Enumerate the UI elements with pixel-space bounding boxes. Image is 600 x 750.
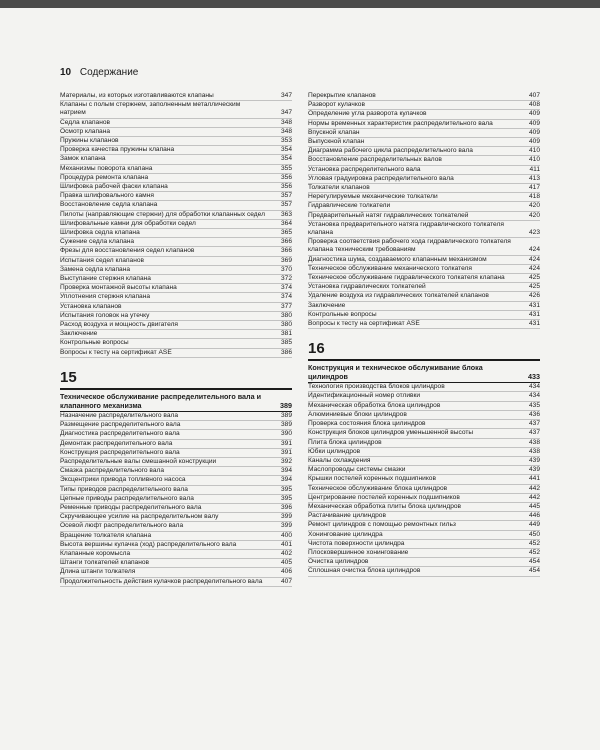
toc-entry-title: Типы приводов распределительного вала — [60, 485, 188, 493]
toc-entry-page: 401 — [280, 540, 292, 548]
toc-entry-page: 353 — [280, 137, 292, 145]
chapter-page: 433 — [528, 372, 540, 382]
toc-entry-page: 410 — [528, 147, 540, 155]
toc-entry — [60, 578, 292, 587]
chapter-16 — [308, 341, 540, 576]
toc-entry — [60, 101, 292, 118]
toc-entry-page: 354 — [280, 155, 292, 163]
toc-entry — [308, 521, 540, 530]
toc-entry — [60, 541, 292, 550]
toc-entry — [60, 137, 292, 146]
toc-entry-page: 400 — [280, 531, 292, 539]
toc-entry — [308, 448, 540, 457]
toc-entry-page: 394 — [280, 476, 292, 484]
toc-entry-page: 390 — [280, 430, 292, 438]
toc-entry — [308, 92, 540, 101]
toc-entry — [60, 559, 292, 568]
toc-entry-title: Угловая градуировка распределительного вала — [308, 174, 454, 182]
chapter-title-row — [308, 361, 540, 383]
toc-entry — [60, 220, 292, 229]
toc-entry-page: 409 — [528, 138, 540, 146]
toc-entry-page: 431 — [528, 301, 540, 309]
toc-entry-page: 399 — [280, 522, 292, 530]
toc-entry-page: 380 — [280, 311, 292, 319]
toc-entry-page: 355 — [280, 164, 292, 172]
toc-entry-title: Седла клапанов — [60, 118, 111, 126]
toc-entry-page: 391 — [280, 439, 292, 447]
toc-entry-page: 365 — [280, 229, 292, 237]
toc-entry-page: 409 — [528, 119, 540, 127]
toc-entry-title: Идентификационный номер отливки — [308, 392, 421, 400]
toc-entry — [60, 412, 292, 421]
toc-entry — [308, 512, 540, 521]
chapter-15-list — [60, 412, 292, 587]
page-title: Содержание — [79, 67, 139, 78]
toc-entry — [308, 110, 540, 119]
toc-entry-title: Нерегулируемые механические толкатели — [308, 193, 438, 201]
toc-entry — [308, 184, 540, 193]
toc-entry-title: Растачивание цилиндров — [308, 512, 386, 520]
toc-entry-title: Распределительные валы смешанной конструкции — [60, 457, 217, 465]
toc-entry-page: 395 — [280, 485, 292, 493]
toc-entry — [60, 349, 292, 358]
toc-entry-page: 389 — [280, 411, 292, 419]
toc-entry — [308, 392, 540, 401]
toc-entry — [308, 311, 540, 320]
toc-entry-title: Вопросы к тесту на сертификат ASE — [60, 348, 172, 356]
chapter-title-row — [60, 390, 292, 412]
toc-entry-title: Диагностика шума, создаваемого клапанным механизмом — [308, 255, 487, 263]
toc-entry-title: Фрезы для восстановления седел клапанов — [60, 247, 195, 255]
toc-entry — [60, 155, 292, 164]
toc-entry — [60, 504, 292, 513]
toc-entry-page: 438 — [528, 447, 540, 455]
toc-entry-title: Замок клапана — [60, 155, 106, 163]
toc-entry-page: 442 — [528, 484, 540, 492]
toc-entry — [60, 284, 292, 293]
toc-entry — [60, 238, 292, 247]
toc-entry — [308, 420, 540, 429]
toc-entry — [308, 567, 540, 576]
toc-entry — [60, 513, 292, 522]
toc-entry-page: 423 — [528, 229, 540, 237]
toc-entry — [308, 265, 540, 274]
toc-entry-title: Вопросы к тесту на сертификат ASE — [308, 320, 420, 328]
toc-entry-page: 347 — [280, 92, 292, 99]
toc-entry — [308, 475, 540, 484]
toc-entry-page: 446 — [528, 512, 540, 520]
toc-entry-page: 347 — [280, 109, 292, 117]
toc-entry-page: 366 — [280, 238, 292, 246]
toc-entry-page: 434 — [528, 392, 540, 400]
toc-entry-title: Контрольные вопросы — [308, 310, 377, 318]
toc-entry-page: 395 — [280, 494, 292, 502]
toc-entry-title: Замена седла клапана — [60, 265, 131, 273]
toc-entry-title: Установка распределительного вала — [308, 165, 421, 173]
toc-entry-title: Техническое обслуживание механического толкателя — [308, 264, 472, 272]
toc-entry — [60, 550, 292, 559]
toc-entry-title: Продолжительность действия кулачков распределительного вала — [60, 577, 263, 585]
toc-entry-title: Техническое обслуживание гидравлического толкателя клапана — [308, 274, 505, 282]
toc-entry-page: 424 — [528, 255, 540, 263]
toc-entry-title: Техническое обслуживание блока цилиндров — [308, 484, 448, 492]
toc-entry-page: 436 — [528, 410, 540, 418]
toc-entry — [60, 330, 292, 339]
toc-entry-title: Диагностика распределительного вала — [60, 430, 180, 438]
toc-entry-title: Конструкция распределительного вала — [60, 448, 180, 456]
toc-entry-page: 374 — [280, 293, 292, 301]
toc-entry-title: Нормы временных характеристик распределительного вала — [308, 119, 493, 127]
toc-entry-page: 369 — [280, 256, 292, 264]
chapter-number: 15 — [60, 370, 292, 390]
toc-entry-title: Клапаны с полым стержнем, заполненным металлическим натрием — [60, 101, 241, 117]
toc-entry-title: Крышки постелей коренных подшипников — [308, 475, 436, 483]
toc-entry-title: Плита блока цилиндров — [308, 438, 382, 446]
toc-entry-title: Юбки цилиндров — [308, 447, 361, 455]
toc-entry — [308, 558, 540, 567]
toc-entry-title: Установка предварительного натяга гидравлического толкателя клапана — [308, 220, 504, 237]
toc-entry-title: Испытания головок на утечку — [60, 311, 150, 319]
left-column — [60, 92, 292, 587]
toc-entry-page: 454 — [528, 567, 540, 575]
toc-entry — [308, 120, 540, 129]
toc-entry — [308, 129, 540, 138]
toc-entry — [60, 174, 292, 183]
toc-entry-page: 441 — [528, 475, 540, 483]
toc-entry-page: 420 — [528, 211, 540, 219]
toc-entry-title: Шлифовка седла клапана — [60, 229, 140, 237]
toc-entry — [60, 128, 292, 137]
toc-entry — [60, 440, 292, 449]
toc-entry — [60, 119, 292, 128]
toc-entry-title: Ремонт цилиндров с помощью ремонтных гильз — [308, 521, 456, 529]
toc-entry-page: 394 — [280, 467, 292, 475]
toc-entry-title: Восстановление седла клапана — [60, 201, 158, 209]
top-bar — [0, 0, 600, 8]
toc-entry-page: 366 — [280, 247, 292, 255]
toc-entry-title: Механическая обработка блока цилиндров — [308, 401, 441, 409]
toc-entry-title: Демонтаж распределительного вала — [60, 439, 173, 447]
toc-entry — [60, 495, 292, 504]
toc-entry-page: 410 — [528, 156, 540, 164]
toc-entry-page: 402 — [280, 549, 292, 557]
toc-entry — [60, 165, 292, 174]
chapter-number: 16 — [308, 341, 540, 361]
toc-entry-title: Размещение распределительного вала — [60, 421, 181, 429]
toc-entry — [60, 266, 292, 275]
left-top-list — [60, 92, 292, 358]
toc-entry-page: 450 — [528, 530, 540, 538]
toc-entry-title: Проверка качества пружины клапана — [60, 146, 175, 154]
toc-entry — [308, 320, 540, 329]
toc-entry-page: 449 — [528, 521, 540, 529]
toc-entry-title: Правка шлифовального камня — [60, 192, 154, 200]
toc-entry-page: 407 — [280, 577, 292, 585]
toc-entry-title: Пилоты (направляющие стержни) для обработки клапанных седел — [60, 210, 265, 218]
toc-entry-title: Удаление воздуха из гидравлических толкателей клапанов — [308, 292, 489, 300]
toc-entry-page: 408 — [528, 101, 540, 109]
toc-entry-title: Контрольные вопросы — [60, 339, 129, 347]
toc-entry — [60, 458, 292, 467]
toc-entry — [60, 229, 292, 238]
toc-entry — [60, 568, 292, 577]
toc-entry-title: Проверка состояния блока цилиндров — [308, 420, 426, 428]
chapter-title: Конструкция и техническое обслуживание блока цилиндров — [308, 363, 483, 382]
toc-entry-title: Высота вершины кулачка (ход) распределительного вала — [60, 540, 237, 548]
toc-entry-page: 437 — [528, 429, 540, 437]
toc-entry — [308, 503, 540, 512]
toc-entry-page: 431 — [528, 320, 540, 328]
toc-entry-title: Эксцентрики привода топливного насоса — [60, 476, 186, 484]
toc-entry-title: Расход воздуха и мощность двигателя — [60, 321, 178, 329]
toc-entry-page: 356 — [280, 173, 292, 181]
toc-entry — [308, 166, 540, 175]
toc-entry-title: Конструкция блоков цилиндров уменьшенной высоты — [308, 429, 474, 437]
toc-entry — [308, 147, 540, 156]
toc-entry-title: Штанги толкателей клапанов — [60, 559, 150, 567]
toc-entry-page: 417 — [528, 184, 540, 192]
toc-entry — [60, 467, 292, 476]
toc-entry-page: 439 — [528, 456, 540, 464]
toc-entry-title: Проверка монтажной высоты клапана — [60, 284, 177, 292]
toc-entry-title: Каналы охлаждения — [308, 456, 371, 464]
toc-entry-page: 392 — [280, 457, 292, 465]
toc-entry-page: 357 — [280, 192, 292, 200]
toc-entry-page: 385 — [280, 339, 292, 347]
toc-entry-page: 439 — [528, 466, 540, 474]
toc-entry-title: Назначение распределительного вала — [60, 411, 179, 419]
toc-entry-title: Чистота поверхности цилиндра — [308, 539, 405, 547]
toc-entry-page: 389 — [280, 421, 292, 429]
toc-entry-title: Клапанные коромысла — [60, 549, 131, 557]
toc-entry-title: Материалы, из которых изготавливаются клапаны — [60, 92, 214, 99]
toc-entry — [308, 274, 540, 283]
chapter-title: Техническое обслуживание распределительного вала и клапанного механизма — [60, 391, 262, 410]
toc-entry — [60, 321, 292, 330]
toc-entry-page: 381 — [280, 330, 292, 338]
toc-entry — [308, 549, 540, 558]
toc-entry-title: Шлифовка рабочей фаски клапана — [60, 183, 168, 191]
toc-entry — [308, 193, 540, 202]
toc-entry-page: 431 — [528, 310, 540, 318]
toc-entry-page: 438 — [528, 438, 540, 446]
toc-entry — [308, 531, 540, 540]
toc-entry-title: Испытания седел клапанов — [60, 256, 145, 264]
toc-entry-title: Шлифовальные камни для обработки седел — [60, 219, 196, 227]
toc-entry-page: 409 — [528, 128, 540, 136]
toc-entry-page: 420 — [528, 202, 540, 210]
toc-entry-page: 356 — [280, 183, 292, 191]
toc-entry — [60, 421, 292, 430]
toc-entry — [308, 221, 540, 238]
toc-entry — [308, 485, 540, 494]
toc-entry-page: 424 — [528, 264, 540, 272]
toc-entry-page: 354 — [280, 146, 292, 154]
toc-entry — [308, 429, 540, 438]
toc-entry-page: 370 — [280, 265, 292, 273]
toc-entry — [60, 183, 292, 192]
toc-entry-page: 348 — [280, 127, 292, 135]
toc-entry-page: 413 — [528, 174, 540, 182]
toc-entry — [308, 175, 540, 184]
toc-entry-page: 435 — [528, 401, 540, 409]
toc-entry-title: Сужение седла клапана — [60, 238, 135, 246]
chapter-16-list — [308, 383, 540, 576]
toc-entry — [60, 201, 292, 210]
toc-entry-page: 406 — [280, 568, 292, 576]
toc-entry — [60, 532, 292, 541]
toc-entry-page: 380 — [280, 321, 292, 329]
right-column — [308, 92, 540, 577]
toc-entry-page: 357 — [280, 201, 292, 209]
toc-entry-page: 426 — [528, 292, 540, 300]
toc-entry-page: 372 — [280, 275, 292, 283]
toc-entry — [60, 146, 292, 155]
toc-entry-page: 442 — [528, 493, 540, 501]
toc-entry — [308, 156, 540, 165]
toc-entry-page: 409 — [528, 110, 540, 118]
toc-entry — [60, 449, 292, 458]
toc-entry — [308, 540, 540, 549]
toc-entry-title: Хонингование цилиндра — [308, 530, 383, 538]
toc-entry — [60, 257, 292, 266]
toc-entry-title: Плосковершинное хонингование — [308, 548, 409, 556]
toc-entry-title: Определение угла разворота кулачков — [308, 110, 427, 118]
toc-entry-page: 437 — [528, 420, 540, 428]
toc-entry-page: 452 — [528, 548, 540, 556]
toc-entry-title: Цепные приводы распределительного вала — [60, 494, 194, 502]
toc-entry-title: Диаграмма рабочего цикла распределительного вала — [308, 147, 473, 155]
toc-entry-title: Алюминиевые блоки цилиндров — [308, 410, 407, 418]
toc-entry — [60, 293, 292, 302]
toc-entry-page: 454 — [528, 558, 540, 566]
toc-entry-page: 374 — [280, 284, 292, 292]
toc-entry — [308, 101, 540, 110]
toc-entry-title: Осмотр клапана — [60, 127, 111, 135]
toc-entry-page: 364 — [280, 219, 292, 227]
toc-entry — [60, 486, 292, 495]
toc-entry-page: 377 — [280, 302, 292, 310]
toc-entry-page: 348 — [280, 118, 292, 126]
toc-entry-title: Процедура ремонта клапана — [60, 173, 149, 181]
chapter-page: 389 — [280, 400, 292, 410]
toc-entry — [308, 202, 540, 211]
toc-entry-title: Установка клапанов — [60, 302, 122, 310]
toc-entry — [308, 302, 540, 311]
toc-entry — [308, 466, 540, 475]
toc-entry-title: Разворот кулачков — [308, 101, 365, 109]
toc-entry-page: 411 — [529, 165, 540, 173]
toc-entry — [308, 256, 540, 265]
toc-entry-title: Смазка распределительного вала — [60, 467, 165, 475]
toc-entry-title: Механическая обработка плиты блока цилиндров — [308, 502, 462, 510]
toc-entry — [308, 494, 540, 503]
toc-entry-title: Впускной клапан — [308, 128, 360, 136]
toc-entry-title: Маслопроводы системы смазки — [308, 466, 406, 474]
toc-entry — [60, 522, 292, 531]
toc-entry-page: 407 — [528, 92, 540, 99]
toc-entry-title: Осевой люфт распределительного вала — [60, 522, 184, 530]
toc-entry — [308, 439, 540, 448]
toc-entry-title: Выпускной клапан — [308, 138, 365, 146]
toc-entry-title: Уплотнения стержня клапана — [60, 293, 151, 301]
right-top-list — [308, 92, 540, 329]
toc-entry-page: 363 — [280, 210, 292, 218]
toc-entry — [60, 192, 292, 201]
toc-entry-page: 391 — [280, 448, 292, 456]
toc-entry-title: Заключение — [308, 301, 346, 309]
toc-entry — [308, 402, 540, 411]
toc-entry — [60, 430, 292, 439]
toc-entry-title: Предварительный натяг гидравлических толкателей — [308, 211, 469, 219]
toc-entry-page: 405 — [280, 559, 292, 567]
toc-entry — [308, 212, 540, 221]
toc-entry-page: 386 — [280, 348, 292, 356]
toc-entry-title: Центрирование постелей коренных подшипников — [308, 493, 460, 501]
page-header — [60, 67, 138, 78]
toc-entry-page: 425 — [528, 283, 540, 291]
toc-entry-page: 445 — [528, 502, 540, 510]
toc-entry-page: 399 — [280, 513, 292, 521]
toc-entry-page: 418 — [528, 193, 540, 201]
toc-entry-page: 396 — [280, 503, 292, 511]
toc-entry-page: 452 — [528, 539, 540, 547]
toc-entry-title: Скручивающее усилие на распределительном валу — [60, 513, 219, 521]
toc-entry-title: Механизмы поворота клапана — [60, 164, 153, 172]
toc-entry-title: Сплошная очистка блока цилиндров — [308, 567, 421, 575]
toc-entry-title: Очистка цилиндров — [308, 558, 369, 566]
toc-entry — [60, 92, 292, 101]
toc-entry — [60, 303, 292, 312]
toc-entry-title: Выступание стержня клапана — [60, 275, 151, 283]
toc-entry — [60, 247, 292, 256]
toc-entry-page: 425 — [528, 274, 540, 282]
toc-entry — [308, 457, 540, 466]
toc-entry — [308, 411, 540, 420]
toc-entry-title: Восстановление распределительных валов — [308, 156, 442, 164]
toc-entry — [308, 138, 540, 147]
toc-entry-title: Пружины клапанов — [60, 137, 119, 145]
toc-entry-title: Технология производства блоков цилиндров — [308, 383, 445, 391]
toc-entry-page: 424 — [528, 246, 540, 254]
toc-entry-title: Ременные приводы распределительного вала — [60, 503, 202, 511]
toc-entry-title: Заключение — [60, 330, 98, 338]
toc-entry-title: Толкатели клапанов — [308, 184, 370, 192]
toc-entry — [308, 238, 540, 255]
toc-entry-title: Перекрытие клапанов — [308, 92, 376, 99]
toc-entry-page: 434 — [528, 383, 540, 391]
toc-entry-title: Вращение толкателя клапана — [60, 531, 152, 539]
toc-entry-title: Гидравлические толкатели — [308, 202, 391, 210]
toc-entry — [308, 292, 540, 301]
toc-entry — [60, 339, 292, 348]
toc-entry-title: Проверка соответствия рабочего хода гидравлического толкателя клапана техническим требованиям — [308, 238, 511, 254]
toc-entry — [60, 211, 292, 220]
toc-entry — [60, 275, 292, 284]
page-number: 10 — [60, 67, 72, 78]
toc-entry-title: Установка гидравлических толкателей — [308, 283, 426, 291]
chapter-15 — [60, 370, 292, 587]
toc-entry — [60, 312, 292, 321]
toc-entry-title: Длина штанги толкателя — [60, 568, 136, 576]
toc-entry — [60, 476, 292, 485]
